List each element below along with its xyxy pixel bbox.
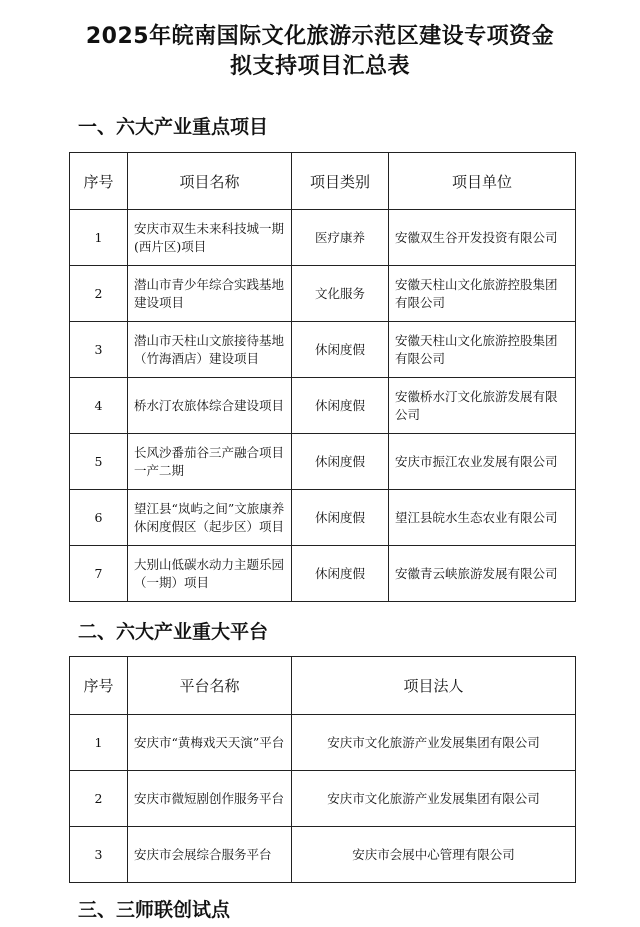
row-number: 1 — [70, 715, 128, 771]
project-category: 休闲度假 — [292, 378, 389, 434]
table-row — [70, 322, 576, 378]
section-3-heading: 三、三师联创试点 — [78, 899, 231, 921]
project-name: 安庆市双生未来科技城一期(西片区)项目 — [128, 210, 292, 266]
column-header-project-name: 项目名称 — [128, 153, 292, 210]
project-name: 长风沙番茄谷三产融合项目一产二期 — [128, 434, 292, 490]
project-name: 望江县“岚屿之间”文旅康养休闲度假区（起步区）项目 — [128, 490, 292, 546]
table-row — [70, 266, 576, 322]
section-1-heading: 一、六大产业重点项目 — [78, 116, 269, 138]
row-number: 2 — [70, 771, 128, 827]
project-category: 休闲度假 — [292, 490, 389, 546]
project-name: 潜山市天柱山文旅接待基地（竹海酒店）建设项目 — [128, 322, 292, 378]
row-number: 3 — [70, 322, 128, 378]
table-header-row — [70, 657, 576, 715]
key-projects-table — [69, 152, 576, 602]
project-category: 休闲度假 — [292, 322, 389, 378]
table-row — [70, 827, 576, 883]
project-category: 医疗康养 — [292, 210, 389, 266]
document-title-line-1: 2025年皖南国际文化旅游示范区建设专项资金 — [85, 24, 555, 49]
section-2-heading: 二、六大产业重大平台 — [78, 621, 269, 643]
project-unit: 望江县皖水生态农业有限公司 — [389, 490, 576, 546]
row-number: 2 — [70, 266, 128, 322]
project-name: 潜山市青少年综合实践基地建设项目 — [128, 266, 292, 322]
project-unit: 安徽双生谷开发投资有限公司 — [389, 210, 576, 266]
legal-entity: 安庆市会展中心管理有限公司 — [292, 827, 576, 883]
legal-entity: 安庆市文化旅游产业发展集团有限公司 — [292, 715, 576, 771]
platform-name: 安庆市微短剧创作服务平台 — [128, 771, 292, 827]
project-unit: 安徽天柱山文化旅游控股集团有限公司 — [389, 322, 576, 378]
row-number: 7 — [70, 546, 128, 602]
table-row — [70, 715, 576, 771]
platform-name: 安庆市“黄梅戏天天演”平台 — [128, 715, 292, 771]
column-header-platform-name: 平台名称 — [128, 657, 292, 715]
platform-name: 安庆市会展综合服务平台 — [128, 827, 292, 883]
project-unit: 安徽天柱山文化旅游控股集团有限公司 — [389, 266, 576, 322]
table-header-row — [70, 153, 576, 210]
project-category: 文化服务 — [292, 266, 389, 322]
project-unit: 安徽桥水汀文化旅游发展有限公司 — [389, 378, 576, 434]
column-header-legal-entity: 项目法人 — [292, 657, 576, 715]
row-number: 6 — [70, 490, 128, 546]
legal-entity: 安庆市文化旅游产业发展集团有限公司 — [292, 771, 576, 827]
table-row — [70, 434, 576, 490]
project-unit: 安徽青云峡旅游发展有限公司 — [389, 546, 576, 602]
row-number: 4 — [70, 378, 128, 434]
table-row — [70, 546, 576, 602]
major-platforms-table — [69, 656, 576, 883]
project-category: 休闲度假 — [292, 546, 389, 602]
column-header-number: 序号 — [70, 657, 128, 715]
table-row — [70, 490, 576, 546]
row-number: 1 — [70, 210, 128, 266]
project-unit: 安庆市振江农业发展有限公司 — [389, 434, 576, 490]
column-header-project-category: 项目类别 — [292, 153, 389, 210]
document-title-line-2: 拟支持项目汇总表 — [229, 54, 410, 79]
project-name: 大别山低碳水动力主题乐园（一期）项目 — [128, 546, 292, 602]
project-category: 休闲度假 — [292, 434, 389, 490]
table-row — [70, 771, 576, 827]
column-header-project-unit: 项目单位 — [389, 153, 576, 210]
row-number: 3 — [70, 827, 128, 883]
table-row — [70, 378, 576, 434]
row-number: 5 — [70, 434, 128, 490]
column-header-number: 序号 — [70, 153, 128, 210]
project-name: 桥水汀农旅体综合建设项目 — [128, 378, 292, 434]
table-row — [70, 210, 576, 266]
